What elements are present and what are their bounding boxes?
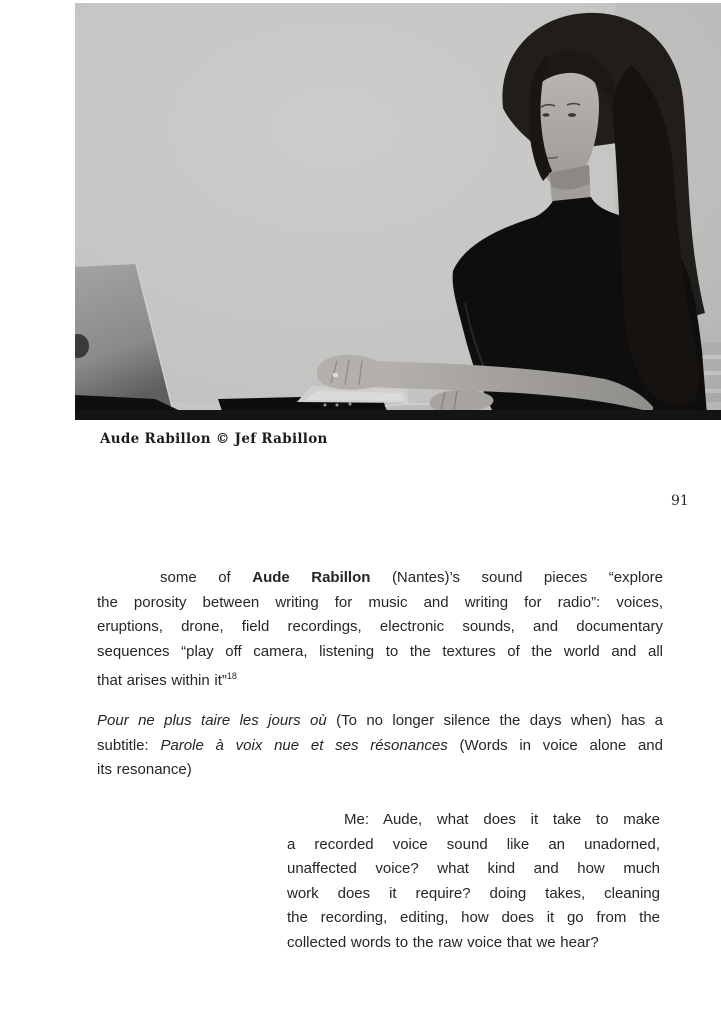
text-segment: (Nantes)’s sound pieces “explore <box>370 569 663 586</box>
text-segment: a recorded voice sound like an unadorned, <box>287 835 660 853</box>
text-segment: collected words to the raw voice that we hear? <box>287 933 599 951</box>
text-segment: unaffected voice? what kind and how much <box>287 860 660 877</box>
text-segment: eruptions, drone, field recordings, electronic sounds, and documentary <box>97 618 663 635</box>
text-line <box>97 615 663 640</box>
page-number: 91 <box>671 493 689 509</box>
text-line <box>287 857 660 882</box>
text-segment: the porosity between writing for music and writing for radio”: voices, <box>97 593 663 611</box>
paragraph-title-subtitle <box>97 709 663 783</box>
text-segment: some of <box>160 569 253 586</box>
text-segment: (To no longer silence the days when) has a <box>326 712 663 729</box>
text-segment: Aude Rabillon <box>252 569 371 586</box>
text-segment: (Words in voice alone and <box>447 736 663 754</box>
first-line-indent <box>287 823 344 824</box>
footnote-reference: 18 <box>226 671 237 681</box>
first-line-indent <box>97 581 160 582</box>
text-line <box>97 709 663 734</box>
text-line <box>97 640 663 665</box>
text-line <box>97 591 663 616</box>
text-line <box>97 734 663 759</box>
text-segment: Parole à voix nue et ses résonances <box>160 736 448 754</box>
text-line <box>287 906 660 931</box>
blockquote-interview-question <box>287 808 660 955</box>
text-segment: the recording, editing, how does it go from the <box>287 909 660 926</box>
text-line <box>97 664 663 694</box>
aude-rabillon-photo <box>75 3 721 420</box>
photo-caption: Aude Rabillon © Jef Rabillon <box>100 431 328 447</box>
text-segment: subtitle: <box>97 736 161 754</box>
text-segment: its resonance) <box>97 761 192 778</box>
text-line <box>287 833 660 858</box>
text-line <box>287 808 660 833</box>
text-segment: work does it require? doing takes, cleaning <box>287 884 660 902</box>
text-line <box>97 566 663 591</box>
text-line <box>97 758 663 783</box>
text-line <box>287 882 660 907</box>
text-segment: that arises within it” <box>97 672 227 689</box>
photo-illustration <box>75 3 721 420</box>
text-line <box>287 931 660 956</box>
text-segment: Pour ne plus taire les jours où <box>97 712 327 729</box>
paragraph-sound-pieces <box>97 566 663 694</box>
text-segment: sequences “play off camera, listening to the textures of the world and all <box>97 642 663 660</box>
text-segment: Me: Aude, what does it take to make <box>344 811 660 828</box>
